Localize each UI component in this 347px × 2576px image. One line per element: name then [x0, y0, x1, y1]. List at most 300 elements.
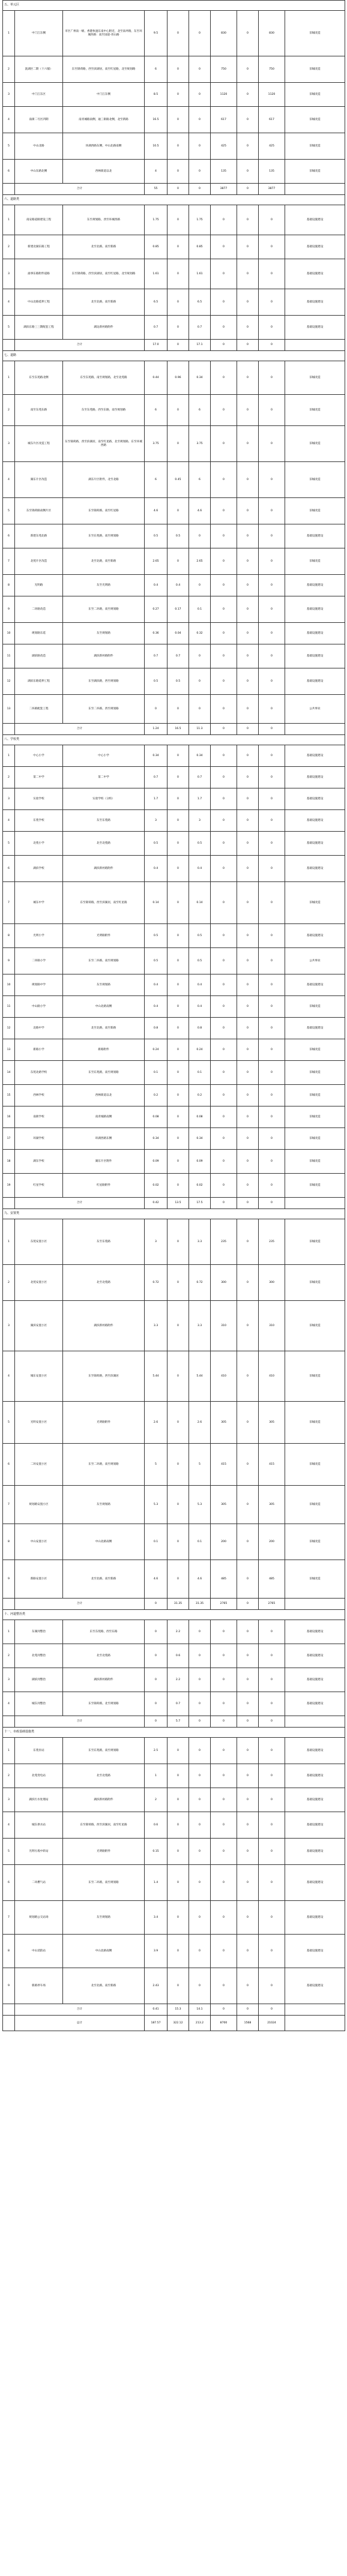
row-number: 3 — [3, 1301, 15, 1351]
value-col-8: 0 — [237, 259, 259, 289]
project-type: 公共事业 — [285, 948, 345, 974]
value-col-5: 0 — [167, 1018, 189, 1039]
project-location: 光明路附件 — [63, 1839, 145, 1865]
value-col-9: 0 — [259, 361, 285, 395]
project-name: 城东中学 — [15, 882, 63, 924]
value-col-7: 0 — [211, 1150, 237, 1174]
value-col-7: 0 — [211, 788, 237, 810]
table-row — [3, 996, 345, 1018]
table-row — [3, 548, 345, 575]
value-col-6: 0 — [189, 1668, 211, 1692]
value-col-9: 0 — [259, 1968, 285, 2004]
value-col-9: 0 — [259, 548, 285, 575]
project-location: 东至锦荷路，西至滨湖居 — [63, 1351, 145, 1402]
value-col-6: 6.5 — [189, 289, 211, 316]
value-col-9: 415 — [259, 1444, 285, 1486]
value-col-9: 0 — [259, 1106, 285, 1128]
project-name: 洗湖区二期（十六铺） — [15, 56, 63, 83]
project-type: 旧城改造 — [285, 462, 345, 498]
row-number: 1 — [3, 1738, 15, 1764]
project-name: 南至东苑东路 — [15, 395, 63, 426]
project-location: 湖边新村路附件 — [63, 316, 145, 340]
value-col-9: 0 — [259, 462, 285, 498]
value-col-6: 0.24 — [189, 1039, 211, 1061]
project-location: 北至北路，南至新路 — [63, 1018, 145, 1039]
row-number: 3 — [3, 259, 15, 289]
table-row — [3, 289, 345, 316]
area-value: 3.9 — [145, 1935, 167, 1968]
section-header — [3, 1209, 345, 1219]
project-type: 基础设施建设 — [285, 235, 345, 259]
row-number: 4 — [3, 1351, 15, 1402]
area-value: 1.75 — [145, 205, 167, 235]
value-col-9: 0 — [259, 575, 285, 596]
row-number: 2 — [3, 1764, 15, 1788]
table-row — [3, 235, 345, 259]
row-number: 18 — [3, 1150, 15, 1174]
row-number: 3 — [3, 1788, 15, 1812]
value-col-6: 0.34 — [189, 361, 211, 395]
blank-cell — [285, 1198, 345, 1209]
table-row — [3, 361, 345, 395]
project-location: 北至北路，南至新路 — [63, 1560, 145, 1599]
value-col-6: 0 — [189, 1968, 211, 2004]
project-location: 实验学校（分校） — [63, 788, 145, 810]
table-row — [3, 948, 345, 974]
value-col-9: 235 — [259, 1219, 285, 1265]
value-col-5: 0 — [167, 1351, 189, 1402]
area-value: 0.7 — [145, 644, 167, 668]
table-row — [3, 1524, 345, 1560]
value-col-8: 0 — [237, 1018, 259, 1039]
subtotal-label: 合计 — [15, 1716, 145, 1728]
project-type: 基础设施建设 — [285, 1668, 345, 1692]
value-col-8: 0 — [237, 1692, 259, 1716]
value-col-8: 0 — [237, 1788, 259, 1812]
area-value: 0.7 — [145, 316, 167, 340]
value-col-7: 0 — [211, 924, 237, 948]
table-row — [3, 524, 345, 548]
area-value: 0.2 — [145, 1085, 167, 1106]
value-col-5: 0 — [167, 107, 189, 133]
project-location: 东至规划路 — [63, 623, 145, 644]
value-col-9: 0 — [259, 498, 285, 524]
row-number: 1 — [3, 361, 15, 395]
project-name: 二环路改造 — [15, 596, 63, 623]
value-col-9: 0 — [259, 924, 285, 948]
blank-cell — [285, 1599, 345, 1610]
project-location: 中山北路南侧 — [63, 1935, 145, 1968]
value-col-6: 0 — [189, 1788, 211, 1812]
value-col-8: 0 — [237, 623, 259, 644]
value-col-9: 0 — [259, 832, 285, 856]
value-col-8: 0 — [237, 695, 259, 724]
value-col-7: 0 — [211, 767, 237, 788]
project-type: 基础设施建设 — [285, 1788, 345, 1812]
table-row — [3, 1219, 345, 1265]
value-col-7: 0 — [211, 1039, 237, 1061]
project-location: 湖滨新村路附件 — [63, 1788, 145, 1812]
table-row — [3, 1351, 345, 1402]
value-col-9: 0 — [259, 596, 285, 623]
table-body — [3, 1, 345, 2031]
value-col-6: 0 — [189, 160, 211, 184]
project-name: 中心小学 — [15, 745, 63, 767]
value-col-8: 0 — [237, 1061, 259, 1085]
section-header — [3, 1610, 345, 1620]
row-number: 6 — [3, 160, 15, 184]
project-type: 旧城改造 — [285, 996, 345, 1018]
row-number: 6 — [3, 1865, 15, 1901]
project-name: 新路停车场 — [15, 1968, 63, 2004]
row-number: 17 — [3, 1128, 15, 1150]
value-col-6: 4.6 — [189, 498, 211, 524]
project-type: 旧城改造 — [285, 1560, 345, 1599]
project-type: 基础设施建设 — [285, 596, 345, 623]
value-col-7: 0 — [211, 205, 237, 235]
value-col-8: 0 — [237, 1644, 259, 1668]
section-subtotal-row — [3, 1599, 345, 1610]
value-col-5: 0 — [167, 133, 189, 160]
value-col-5: 0 — [167, 996, 189, 1018]
value-col-8: 0 — [237, 289, 259, 316]
table-row — [3, 1644, 345, 1668]
project-name: 北路中学 — [15, 1018, 63, 1039]
area-value: 0.5 — [145, 924, 167, 948]
row-number: 16 — [3, 1106, 15, 1128]
value-col-7: 410 — [211, 1351, 237, 1402]
project-type: 基础设施建设 — [285, 767, 345, 788]
row-number: 14 — [3, 1061, 15, 1085]
project-name: 东苑北路学校 — [15, 1061, 63, 1085]
row-number: 11 — [3, 996, 15, 1018]
table-row — [3, 133, 345, 160]
section-header — [3, 735, 345, 745]
value-col-7: 0 — [211, 1865, 237, 1901]
table-row — [3, 1039, 345, 1061]
value-col-9: 0 — [259, 668, 285, 695]
value-col-8: 0 — [237, 1812, 259, 1839]
project-name: 西林学校 — [15, 1085, 63, 1106]
project-location: 北至北路，南至新路 — [63, 1968, 145, 2004]
row-number: 4 — [3, 1692, 15, 1716]
project-type: 基础设施建设 — [285, 1935, 345, 1968]
value-col-5: 0 — [167, 788, 189, 810]
value-col-9: 0 — [259, 996, 285, 1018]
project-location: 东至规划路 — [63, 1486, 145, 1524]
value-col-8: 0 — [237, 1524, 259, 1560]
value-col-9: 750 — [259, 56, 285, 83]
value-col-7: 0 — [211, 235, 237, 259]
value-col-9: 0 — [259, 745, 285, 767]
area-value: 2.65 — [145, 548, 167, 575]
project-name: 湖滨安置小区 — [15, 1301, 63, 1351]
subtotal-col-6: 11.3 — [189, 724, 211, 735]
value-col-9: 0 — [259, 644, 285, 668]
value-col-6: 0 — [189, 1764, 211, 1788]
value-col-9: 0 — [259, 259, 285, 289]
value-col-7: 485 — [211, 1560, 237, 1599]
value-col-7: 0 — [211, 395, 237, 426]
area-value: 5 — [145, 1444, 167, 1486]
table-row — [3, 745, 345, 767]
project-name: 环湖学校 — [15, 1128, 63, 1150]
table-row — [3, 1812, 345, 1839]
value-col-9: 0 — [259, 882, 285, 924]
value-col-7: 0 — [211, 1620, 237, 1644]
value-col-6: 0 — [189, 56, 211, 83]
value-col-8: 0 — [237, 107, 259, 133]
table-row — [3, 1150, 345, 1174]
project-location: 光明路附件 — [63, 1402, 145, 1444]
value-col-6: 2.65 — [189, 548, 211, 575]
value-col-8: 0 — [237, 644, 259, 668]
blank-cell — [3, 184, 15, 195]
project-location: 东至锦荷路，西至滨湖居，南至红星路，北至规划路 — [63, 56, 145, 83]
value-col-6: 0.4 — [189, 974, 211, 996]
row-number: 3 — [3, 426, 15, 462]
project-location: 东至二环路，南至规划路 — [63, 1444, 145, 1486]
subtotal-col-9: 3877 — [259, 184, 285, 195]
row-number: 5 — [3, 316, 15, 340]
subtotal-col-6: 17.1 — [189, 340, 211, 351]
project-name: 湖滨河整治 — [15, 1668, 63, 1692]
value-col-7: 0 — [211, 1935, 237, 1968]
table-row — [3, 259, 345, 289]
value-col-8: 0 — [237, 1039, 259, 1061]
project-name: 新建东苑北路 — [15, 524, 63, 548]
value-col-7: 0 — [211, 644, 237, 668]
table-row — [3, 395, 345, 426]
area-value: 0.72 — [145, 1265, 167, 1301]
table-row — [3, 160, 345, 184]
value-col-9: 135 — [259, 160, 285, 184]
value-col-7: 0 — [211, 1128, 237, 1150]
value-col-9: 0 — [259, 205, 285, 235]
value-col-9: 0 — [259, 1935, 285, 1968]
value-col-7: 200 — [211, 1524, 237, 1560]
value-col-8: 0 — [237, 575, 259, 596]
value-col-6: 0 — [189, 575, 211, 596]
project-type: 基础设施建设 — [285, 788, 345, 810]
value-col-8: 0 — [237, 316, 259, 340]
project-location: 湖滨新村路附件 — [63, 856, 145, 882]
row-number: 4 — [3, 462, 15, 498]
project-location: 东至锦荷路，北至规划路 — [63, 1692, 145, 1716]
area-value: 0.09 — [145, 1150, 167, 1174]
value-col-6: 0 — [189, 644, 211, 668]
table-row — [3, 832, 345, 856]
subtotal-col-5: 31.35 — [167, 1599, 189, 1610]
value-col-6: 5 — [189, 1444, 211, 1486]
value-col-8: 0 — [237, 1764, 259, 1788]
value-col-8: 0 — [237, 668, 259, 695]
value-col-8: 0 — [237, 1668, 259, 1692]
value-col-9: 0 — [259, 426, 285, 462]
value-col-7: 415 — [211, 1444, 237, 1486]
project-location: 东至规划路，西至环城西路 — [63, 205, 145, 235]
project-type: 基础设施建设 — [285, 1968, 345, 2004]
blank-cell — [3, 1599, 15, 1610]
value-col-7: 0 — [211, 1061, 237, 1085]
project-location: 东至东苑路，西至东路 — [63, 1620, 145, 1644]
area-value: 0.08 — [145, 1106, 167, 1128]
value-col-8: 0 — [237, 1219, 259, 1265]
value-col-6: 0 — [189, 1865, 211, 1901]
value-col-5: 0 — [167, 289, 189, 316]
row-number: 3 — [3, 83, 15, 107]
value-col-9: 0 — [259, 1061, 285, 1085]
value-col-7: 425 — [211, 133, 237, 160]
value-col-8: 0 — [237, 1085, 259, 1106]
value-col-6: 4.6 — [189, 1560, 211, 1599]
grand-total-col-7: 8700 — [211, 2016, 237, 2031]
value-col-6: 0.14 — [189, 882, 211, 924]
table-row — [3, 1668, 345, 1692]
value-col-8: 0 — [237, 395, 259, 426]
value-col-8: 0 — [237, 133, 259, 160]
subtotal-col-7: 0 — [211, 1716, 237, 1728]
value-col-5: 0 — [167, 56, 189, 83]
project-location: 东至湖滨路，西至规划路 — [63, 668, 145, 695]
table-row — [3, 767, 345, 788]
table-row — [3, 462, 345, 498]
project-name: 北苑小学 — [15, 832, 63, 856]
value-col-9: 0 — [259, 788, 285, 810]
project-location: 湖滨新村路附件 — [63, 644, 145, 668]
project-type: 旧城改造 — [285, 1444, 345, 1486]
row-number: 5 — [3, 498, 15, 524]
value-col-5: 0 — [167, 745, 189, 767]
value-col-9: 485 — [259, 1560, 285, 1599]
project-name: 光明路 — [15, 575, 63, 596]
row-number: 8 — [3, 1524, 15, 1560]
project-type: 旧城改造 — [285, 1106, 345, 1128]
project-name: 湖滨路改造 — [15, 644, 63, 668]
value-col-5: 0 — [167, 426, 189, 462]
value-col-8: 0 — [237, 1265, 259, 1301]
value-col-6: 0 — [189, 1644, 211, 1668]
project-type: 旧城改造 — [285, 11, 345, 56]
table-row — [3, 1560, 345, 1599]
project-location: 北至北苑路 — [63, 1644, 145, 1668]
row-number: 1 — [3, 745, 15, 767]
value-col-5: 0 — [167, 1901, 189, 1935]
value-col-5: 0 — [167, 1039, 189, 1061]
project-name: 规划路东延 — [15, 623, 63, 644]
area-value: 9.5 — [145, 11, 167, 56]
value-col-7: 305 — [211, 1402, 237, 1444]
project-name: 东苑泵站 — [15, 1738, 63, 1764]
value-col-5: 0 — [167, 395, 189, 426]
area-value: 8.5 — [145, 83, 167, 107]
value-col-5: 0 — [167, 882, 189, 924]
area-value: 0.5 — [145, 832, 167, 856]
table-row — [3, 11, 345, 56]
subtotal-col-9: 2765 — [259, 1599, 285, 1610]
section-subtotal-row — [3, 340, 345, 351]
subtotal-area: 17.0 — [145, 340, 167, 351]
value-col-5: 0 — [167, 1106, 189, 1128]
value-col-5: 0.6 — [167, 1644, 189, 1668]
value-col-8: 0 — [237, 361, 259, 395]
value-col-7: 0 — [211, 524, 237, 548]
value-col-5: 0 — [167, 695, 189, 724]
table-row — [3, 1128, 345, 1150]
project-type: 旧城改造 — [285, 56, 345, 83]
row-number: 2 — [3, 56, 15, 83]
table-row — [3, 623, 345, 644]
subtotal-area: 0 — [145, 1716, 167, 1728]
area-value: 0.4 — [145, 856, 167, 882]
project-type: 基础设施建设 — [285, 1901, 345, 1935]
area-value: 0.4 — [145, 575, 167, 596]
value-col-6: 0 — [189, 1839, 211, 1865]
value-col-5: 0 — [167, 948, 189, 974]
area-value: 0.1 — [145, 1524, 167, 1560]
project-name: 红星学校 — [15, 1174, 63, 1198]
area-value: 16.5 — [145, 107, 167, 133]
project-location: 东至二环路，西至规划路 — [63, 695, 145, 724]
project-location: 西林街道以北 — [63, 1085, 145, 1106]
value-col-7: 0 — [211, 1738, 237, 1764]
area-value: 0.02 — [145, 1174, 167, 1198]
grand-total-area: 187.57 — [145, 2016, 167, 2031]
value-col-8: 0 — [237, 882, 259, 924]
value-col-9: 0 — [259, 1668, 285, 1692]
table-row — [3, 426, 345, 462]
section-header — [3, 351, 345, 361]
area-value: 0.27 — [145, 596, 167, 623]
grand-total-col-9: 21024 — [259, 2016, 285, 2031]
section-header — [3, 195, 345, 205]
area-value: 0 — [145, 1644, 167, 1668]
project-name: 南街二号区四期 — [15, 107, 63, 133]
area-value: 2 — [145, 1788, 167, 1812]
value-col-7: 0 — [211, 832, 237, 856]
row-number: 13 — [3, 1039, 15, 1061]
value-col-5: 0 — [167, 1174, 189, 1198]
value-col-6: 0 — [189, 524, 211, 548]
project-name: 城东安置小区 — [15, 1351, 63, 1402]
blank-cell — [285, 724, 345, 735]
value-col-7: 0 — [211, 1764, 237, 1788]
area-value: 0.5 — [145, 524, 167, 548]
subtotal-area: 0.42 — [145, 1198, 167, 1209]
value-col-9: 0 — [259, 289, 285, 316]
value-col-6: 1.7 — [189, 788, 211, 810]
value-col-6: 0.7 — [189, 316, 211, 340]
row-number: 6 — [3, 524, 15, 548]
value-col-5: 0.5 — [167, 524, 189, 548]
value-col-5: 0 — [167, 1444, 189, 1486]
project-type: 旧城改造 — [285, 1039, 345, 1061]
subtotal-area: 55 — [145, 184, 167, 195]
project-type: 旧城改造 — [285, 1061, 345, 1085]
value-col-5: 0 — [167, 11, 189, 56]
project-location: 东至东苑路 — [63, 1219, 145, 1265]
table-row — [3, 1620, 345, 1644]
project-location: 东至东苑路 — [63, 810, 145, 832]
project-name: 规划路中学 — [15, 974, 63, 996]
row-number: 7 — [3, 882, 15, 924]
section-subtotal-row — [3, 724, 345, 735]
value-col-8: 0 — [237, 1402, 259, 1444]
value-col-9: 0 — [259, 1128, 285, 1150]
area-value: 3 — [145, 810, 167, 832]
project-name: 北苑河整治 — [15, 1644, 63, 1668]
value-col-6: 0 — [189, 1738, 211, 1764]
